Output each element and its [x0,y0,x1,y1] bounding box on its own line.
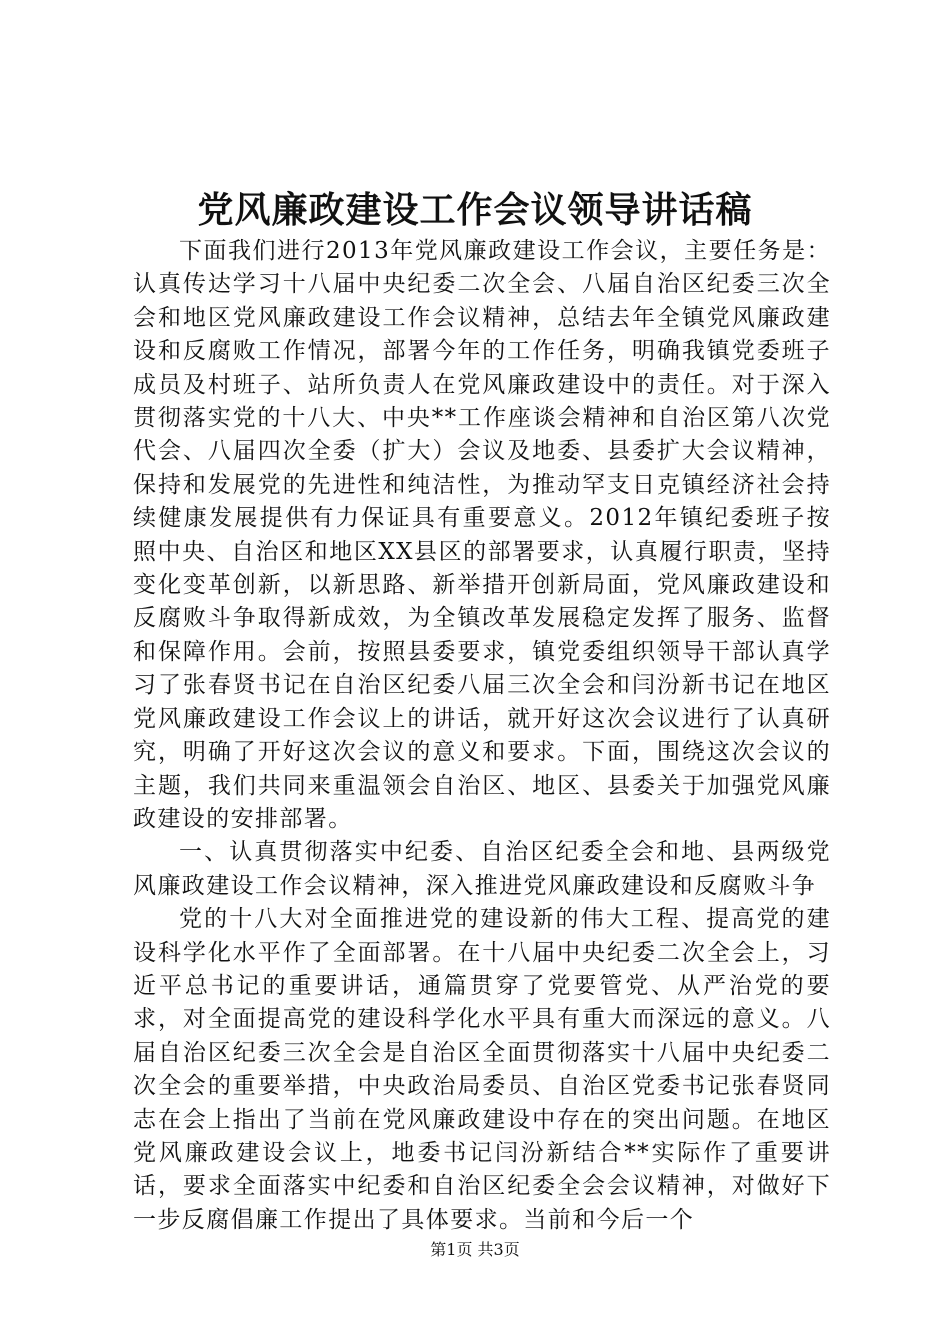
page-number: 第1页 共3页 [430,1240,520,1259]
document-body [133,235,831,1237]
paragraph-body: 党的十八大对全面推进党的建设新的伟大工程、提高党的建设科学化水平作了全面部署。在十八届中央纪委二次全会上，习近平总书记的重要讲话，通篇贯穿了党要管党、从严治党的要求，对全面提高党的建设科学化水平具有重大而深远的意义。八届自治区纪委三次全会是自治区全面贯彻落实十八届中央纪委二次全会的重要举措，中央政治局委员、自治区党委书记张春贤同志在会上指出了当前在党风廉政建设中存在的突出问题。在地区党风廉政建设会议上，地委书记闫汾新结合**实际作了重要讲话，要求全面落实中纪委和自治区纪委全会会议精神，对做好下一步反腐倡廉工作提出了具体要求。当前和今后一个 [133,906,831,1233]
paragraph-intro: 下面我们进行2013年党风廉政建设工作会议，主要任务是：认真传达学习十八届中央纪委二次全会、八届自治区纪委三次全会和地区党风廉政建设工作会议精神，总结去年全镇党风廉政建设和反腐败工作情况，部署今年的工作任务，明确我镇党委班子成员及村班子、站所负责人在党风廉政建设中的责任。对于深入贯彻落实党的十八大、中央**工作座谈会精神和自治区第八次党代会、八届四次全委（扩大）会议及地委、县委扩大会议精神，保持和发展党的先进性和纯洁性，为推动罕支日克镇经济社会持续健康发展提供有力保证具有重要意义。2012年镇纪委班子按照中央、自治区和地区XX县区的部署要求，认真履行职责，坚持变化变革创新，以新思路、新举措开创新局面，党风廉政建设和反腐败斗争取得新成效，为全镇改革发展稳定发挥了服务、监督和保障作用。会前，按照县委要求，镇党委组织领导干部认真学习了张春贤书记在自治区纪委八届三次全会和闫汾新书记在地区党风廉政建设工作会议上的讲话，就开好这次会议进行了认真研究，明确了开好这次会议的意义和要求。下面，围绕这次会议的主题，我们共同来重温领会自治区、地区、县委关于加强党风廉政建设的安排部署。 [133,238,831,832]
paragraph-section-heading: 一、认真贯彻落实中纪委、自治区纪委全会和地、县两级党风廉政建设工作会议精神，深入推进党风廉政建设和反腐败斗争 [133,839,831,899]
document-title: 党风廉政建设工作会议领导讲话稿 [197,189,753,231]
